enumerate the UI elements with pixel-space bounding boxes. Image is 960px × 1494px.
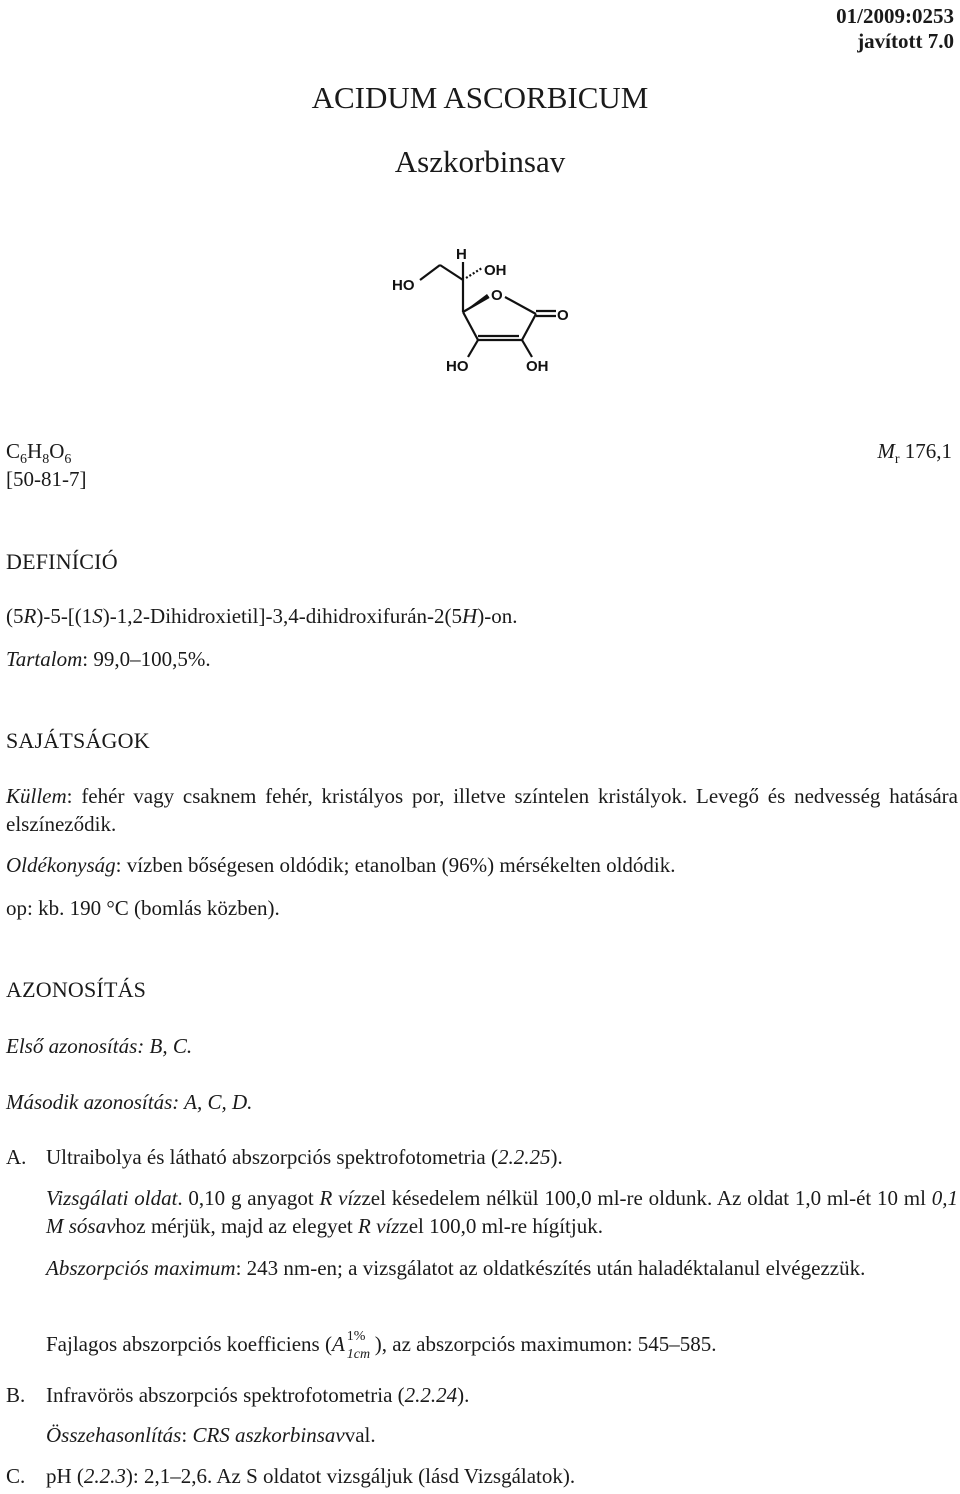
label-ho-left: HO bbox=[392, 277, 415, 294]
content-spec: Tartalom: 99,0–100,5%. bbox=[6, 647, 211, 671]
wedge-bond bbox=[463, 294, 489, 312]
test-a-letter: A. bbox=[6, 1145, 27, 1169]
test-b-letter: B. bbox=[6, 1383, 26, 1407]
label-h: H bbox=[456, 246, 467, 263]
solubility-text: Oldékonyság: vízben bőségesen oldódik; etanolban (96%) mérsékelten oldódik. bbox=[6, 853, 676, 877]
first-identification: Első azonosítás: B, C. bbox=[6, 1034, 193, 1058]
appearance-text: Küllem: fehér vagy csaknem fehér, kristályos por, illetve színtelen kristályok. Levegő és nedvesség hatására elszíneződik. bbox=[6, 784, 958, 836]
molecular-weight: $M_r$ 176,1 bbox=[877, 439, 952, 468]
test-a-title: Ultraibolya és látható abszorpciós spektrofotometria (2.2.25). bbox=[46, 1145, 563, 1169]
section-heading-definition: DEFINÍCIÓ bbox=[6, 549, 118, 574]
absorbance-indices: 1% 1cm bbox=[346, 1329, 371, 1363]
second-identification: Második azonosítás: A, C, D. bbox=[6, 1090, 253, 1114]
specific-absorbance-text: Fajlagos abszorpciós koefficiens (A 1% 1cm ), az abszorpciós maximumon: 545–585. bbox=[46, 1329, 717, 1363]
test-b-title: Infravörös abszorpciós spektrofotometria (2.2.24). bbox=[46, 1383, 470, 1407]
label-o-carbonyl: O bbox=[557, 307, 569, 324]
structure-diagram bbox=[385, 238, 585, 378]
absorption-maximum-text: Abszorpciós maximum: 243 nm-en; a vizsgálatot az oldatkészítés után haladéktalanul elvégezzük. bbox=[46, 1256, 866, 1280]
molecular-formula: $C_6H_8O_6$ bbox=[6, 439, 72, 468]
label-oh-top: OH bbox=[484, 262, 507, 279]
document-reference bbox=[836, 4, 954, 54]
revision-label: javított 7.0 bbox=[857, 29, 954, 53]
label-ho-bottom: HO bbox=[446, 358, 469, 375]
label-o-ring: O bbox=[491, 287, 503, 304]
test-c-text: pH (2.2.3): 2,1–2,6. Az S oldatot vizsgáljuk (lásd Vizsgálatok). bbox=[46, 1464, 576, 1488]
test-c-letter: C. bbox=[6, 1464, 26, 1488]
chemical-name: (5R)-5-[(1S)-1,2-Dihidroxietil]-3,4-dihidroxifurán-2(5H)-on. bbox=[6, 604, 518, 628]
label-oh-bottom: OH bbox=[526, 358, 549, 375]
monograph-number: 01/2009:0253 bbox=[836, 4, 954, 28]
comparison-text: Összehasonlítás: CRS aszkorbinsavval. bbox=[46, 1423, 376, 1447]
title-latin: ACIDUM ASCORBICUM bbox=[311, 80, 649, 115]
section-heading-properties: SAJÁTSÁGOK bbox=[6, 728, 150, 753]
test-solution-text: Vizsgálati oldat. 0,10 g anyagot R vízzel késedelem nélkül 100,0 ml-re oldunk. Az oldat 1,0 ml-ét 10 ml 0,1 M sósavhoz mérjük, majd az elegyet R vízzel 100,0 ml-re hígítjuk. bbox=[46, 1186, 958, 1238]
melting-point: op: kb. 190 °C (bomlás közben). bbox=[6, 896, 280, 920]
section-heading-identification: AZONOSÍTÁS bbox=[6, 977, 147, 1002]
cas-number: [50-81-7] bbox=[6, 467, 87, 491]
title-hungarian: Aszkorbinsav bbox=[394, 144, 566, 179]
